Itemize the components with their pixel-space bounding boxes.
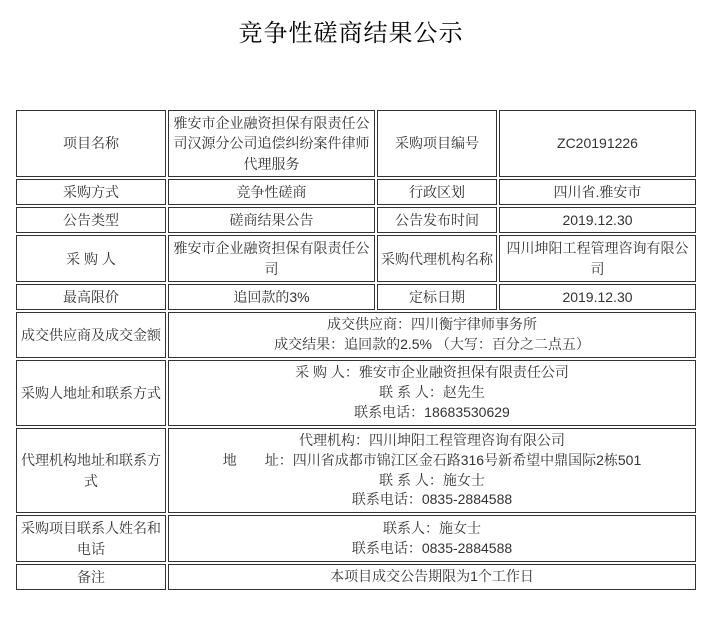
field-value-line: 地 址：四川省成都市锦江区金石路316号新希望中鼎国际2栋501 [222, 451, 642, 468]
field-value-line: 本项目成交公告期限为1个工作日 [330, 568, 534, 585]
table-row [16, 312, 696, 358]
announcement-table [14, 108, 698, 592]
field-value-cell [168, 428, 696, 514]
field-label-cell: 公告发布时间 [377, 207, 497, 233]
field-label-cell: 采购代理机构名称 [377, 235, 497, 282]
table-row [16, 207, 696, 233]
field-label-cell: 行政区划 [377, 179, 497, 205]
field-value-cell: 2019.12.30 [499, 284, 696, 310]
field-label-cell: 采购方式 [16, 179, 166, 205]
field-value-cell: 雅安市企业融资担保有限责任公司汉源分公司追偿纠纷案件律师代理服务 [168, 110, 375, 177]
field-value-cell [168, 564, 696, 590]
field-value-line: 成交供应商：四川衡宇律师事务所 [327, 316, 537, 333]
field-label-cell: 备注 [16, 564, 166, 590]
field-label-cell: 最高限价 [16, 284, 166, 310]
field-value-line: 采 购 人：雅安市企业融资担保有限责任公司 [295, 364, 569, 381]
field-value-cell: 四川坤阳工程管理咨询有限公司 [499, 235, 696, 282]
field-value-line: 联系电话：0835-2884588 [351, 539, 513, 556]
result-table-body [16, 110, 696, 590]
field-value-line: 联系电话：0835-2884588 [351, 491, 513, 508]
field-value-cell: ZC20191226 [499, 110, 696, 177]
field-value-cell: 追回款的3% [168, 284, 375, 310]
table-row [16, 179, 696, 205]
field-label-cell: 定标日期 [377, 284, 497, 310]
field-value-cell: 四川省.雅安市 [499, 179, 696, 205]
page-title: 竞争性磋商结果公示 [238, 21, 464, 47]
table-row [16, 515, 696, 562]
table-row [16, 110, 696, 177]
field-value-line: 联 系 人：施女士 [379, 471, 485, 488]
field-value-cell [168, 515, 696, 562]
field-value-cell: 竞争性磋商 [168, 179, 375, 205]
field-value-cell: 雅安市企业融资担保有限责任公司 [168, 235, 375, 282]
field-label-cell: 采购人地址和联系方式 [16, 360, 166, 426]
field-label-cell: 成交供应商及成交金额 [16, 312, 166, 358]
field-value-cell [168, 312, 696, 358]
table-row [16, 428, 696, 514]
field-label-cell: 代理机构地址和联系方式 [16, 428, 166, 514]
field-label-cell: 项目名称 [16, 110, 166, 177]
table-row [16, 235, 696, 282]
field-value-line: 联系电话：18683530629 [354, 403, 510, 420]
field-value-line: 成交结果：追回款的2.5% （大写：百分之二点五） [274, 336, 590, 353]
field-label-cell: 采购项目编号 [377, 110, 497, 177]
table-row [16, 284, 696, 310]
field-label-cell: 采 购 人 [16, 235, 166, 282]
field-value-cell [168, 360, 696, 426]
field-label-cell: 采购项目联系人姓名和电话 [16, 515, 166, 562]
table-row [16, 564, 696, 590]
table-row [16, 360, 696, 426]
field-value-line: 联系人：施女士 [383, 519, 481, 536]
field-value-line: 联 系 人：赵先生 [379, 384, 485, 400]
field-value-cell: 2019.12.30 [499, 207, 696, 233]
field-label-cell: 公告类型 [16, 207, 166, 233]
field-value-cell: 磋商结果公告 [168, 207, 375, 233]
field-value-line: 代理机构：四川坤阳工程管理咨询有限公司 [299, 431, 565, 448]
